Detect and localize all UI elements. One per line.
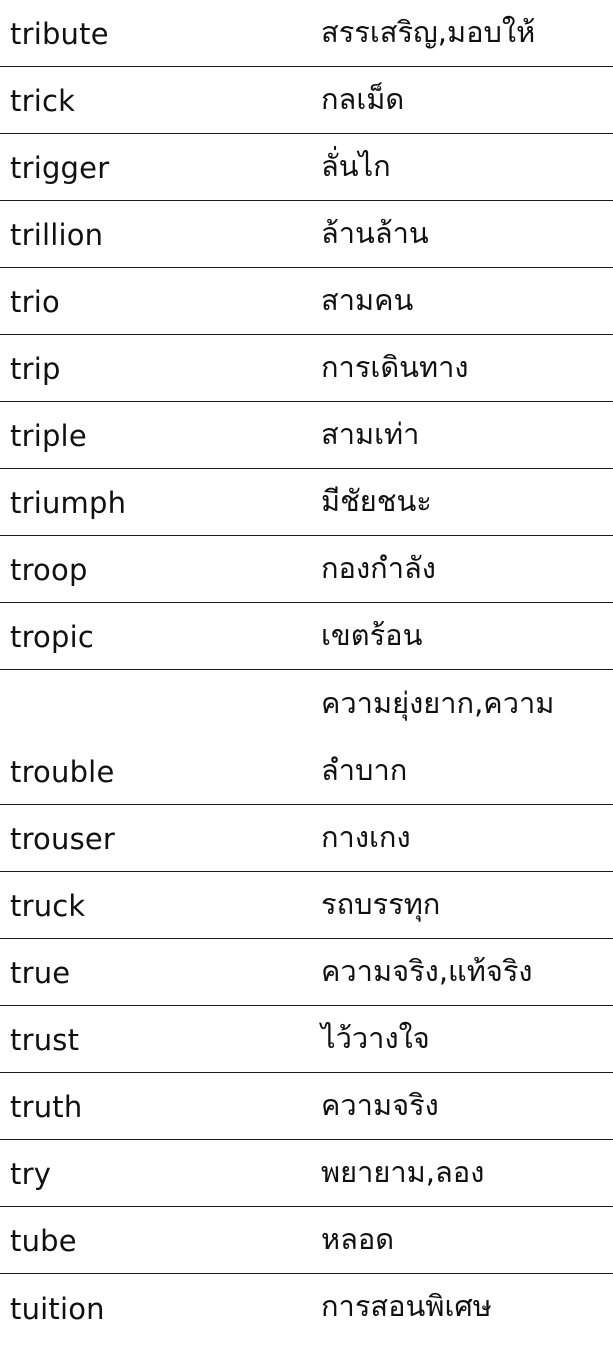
english-word: tuition (10, 1292, 105, 1326)
english-word: truck (10, 889, 86, 923)
english-word: tube (10, 1224, 77, 1258)
table-row (0, 1207, 613, 1274)
table-row (0, 670, 613, 805)
table-row (0, 201, 613, 268)
table-row (0, 335, 613, 402)
thai-meaning: เขตร้อน (321, 618, 423, 652)
thai-meaning-line: ลำบาก (321, 753, 408, 787)
thai-meaning: หลอด (321, 1222, 395, 1256)
thai-meaning: ความจริง,แท้จริง (321, 954, 533, 988)
table-row (0, 268, 613, 335)
english-word: trigger (10, 151, 110, 185)
table-row (0, 402, 613, 469)
table-row (0, 536, 613, 603)
english-word: trouser (10, 822, 116, 856)
thai-meaning-line: ความยุ่งยาก,ความ (321, 686, 555, 720)
thai-meaning: ล้านล้าน (321, 216, 429, 250)
english-word: trick (10, 84, 76, 118)
english-word: true (10, 956, 71, 990)
thai-meaning: ไว้วางใจ (321, 1021, 430, 1055)
english-word: trust (10, 1023, 80, 1057)
thai-meaning: พยายาม,ลอง (321, 1155, 485, 1189)
english-word: triumph (10, 486, 127, 520)
thai-meaning (321, 670, 613, 804)
thai-meaning: กางเกง (321, 820, 411, 854)
thai-meaning: ลั่นไก (321, 149, 391, 183)
english-word: tribute (10, 17, 109, 51)
english-word: trouble (10, 755, 115, 789)
table-row (0, 1274, 613, 1341)
thai-meaning: การสอนพิเศษ (321, 1289, 492, 1323)
thai-meaning: การเดินทาง (321, 350, 469, 384)
thai-meaning: มีชัยชนะ (321, 484, 432, 518)
english-word: try (10, 1157, 52, 1191)
english-word: troop (10, 553, 88, 587)
table-row (0, 67, 613, 134)
thai-meaning: รถบรรทุก (321, 887, 441, 921)
english-word: tropic (10, 620, 95, 654)
english-word: trio (10, 285, 60, 319)
thai-meaning: สรรเสริญ,มอบให้ (321, 15, 536, 49)
table-row (0, 805, 613, 872)
english-word: trillion (10, 218, 104, 252)
table-row (0, 469, 613, 536)
table-row (0, 872, 613, 939)
thai-meaning: กองกำลัง (321, 551, 436, 585)
table-row (0, 1006, 613, 1073)
table-row (0, 939, 613, 1006)
thai-meaning: สามคน (321, 283, 414, 317)
english-word: triple (10, 419, 87, 453)
thai-meaning: ความจริง (321, 1088, 439, 1122)
english-word: trip (10, 352, 61, 386)
thai-meaning: กลเม็ด (321, 82, 405, 116)
thai-meaning: สามเท่า (321, 417, 420, 451)
table-row (0, 1140, 613, 1207)
english-word: truth (10, 1090, 83, 1124)
table-row (0, 603, 613, 670)
table-row (0, 134, 613, 201)
table-row (0, 0, 613, 67)
table-row (0, 1073, 613, 1140)
